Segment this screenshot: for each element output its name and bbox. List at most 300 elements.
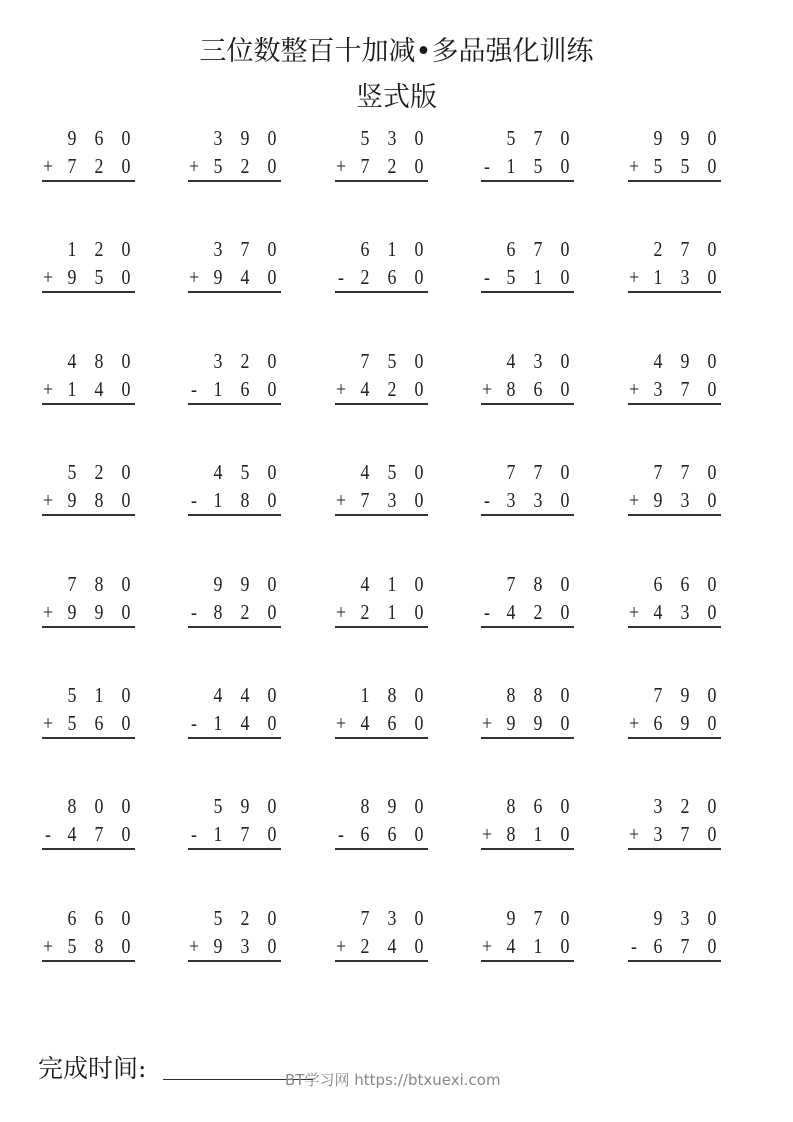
digit: 0 [707, 599, 717, 624]
digit: 7 [653, 460, 663, 485]
first-operand [335, 794, 428, 820]
second-operand [335, 711, 428, 737]
digit: 9 [653, 905, 663, 930]
digit: 6 [387, 711, 397, 735]
vertical-arithmetic-problem [335, 126, 428, 178]
digit: 0 [414, 794, 424, 819]
digit: 5 [94, 265, 104, 290]
digit: 7 [360, 488, 370, 513]
vertical-arithmetic-problem [481, 126, 574, 178]
digit: 0 [414, 571, 424, 596]
second-operand [188, 377, 281, 403]
answer-line [628, 737, 721, 739]
vertical-arithmetic-problem [335, 237, 428, 290]
digit: 8 [213, 599, 223, 624]
answer-line [188, 291, 281, 293]
second-operand [628, 822, 721, 848]
second-operand [188, 822, 281, 848]
digit: 0 [414, 126, 424, 150]
plus-sign: + [481, 933, 493, 958]
plus-sign: + [42, 488, 54, 513]
digit: 6 [240, 376, 250, 401]
second-operand [628, 488, 721, 514]
digit: 0 [707, 571, 717, 596]
first-operand [188, 126, 281, 152]
digit: 6 [360, 237, 370, 262]
digit: 3 [653, 822, 663, 847]
digit: 2 [240, 905, 250, 930]
plus-sign: + [335, 488, 347, 513]
digit: 7 [67, 571, 77, 596]
vertical-arithmetic-problem [628, 348, 721, 401]
digit: 7 [680, 933, 690, 958]
answer-line [628, 514, 721, 516]
vertical-arithmetic-problem [481, 794, 574, 847]
digit: 3 [387, 905, 397, 930]
plus-sign: + [628, 376, 640, 401]
digit: 0 [560, 265, 570, 290]
digit: 8 [506, 683, 516, 707]
digit: 7 [533, 460, 543, 485]
digit: 6 [360, 822, 370, 847]
digit: 6 [653, 933, 663, 958]
digit: 0 [121, 348, 131, 373]
digit: 2 [360, 265, 370, 290]
answer-line [481, 403, 574, 405]
digit: 0 [267, 933, 277, 958]
digit: 0 [267, 460, 277, 485]
digit: 9 [213, 571, 223, 596]
answer-line [42, 737, 135, 739]
digit: 0 [560, 460, 570, 485]
first-operand [42, 460, 135, 486]
second-operand [42, 822, 135, 848]
answer-line [42, 514, 135, 516]
second-operand [481, 934, 574, 960]
answer-line [335, 291, 428, 293]
digit: 3 [680, 599, 690, 624]
second-operand [335, 377, 428, 403]
digit: 2 [387, 154, 397, 178]
second-operand [188, 154, 281, 180]
digit: 0 [267, 488, 277, 513]
plus-sign: + [188, 933, 200, 958]
vertical-arithmetic-problem [188, 126, 281, 178]
plus-sign: + [481, 822, 493, 847]
minus-sign: - [484, 488, 490, 513]
digit: 4 [94, 376, 104, 401]
vertical-arithmetic-problem [628, 683, 721, 735]
digit: 2 [360, 599, 370, 624]
vertical-arithmetic-problem [42, 683, 135, 735]
second-operand [628, 154, 721, 180]
digit: 6 [387, 265, 397, 290]
digit: 7 [533, 126, 543, 150]
answer-line [188, 960, 281, 962]
vertical-arithmetic-problem [188, 571, 281, 624]
first-operand [188, 237, 281, 263]
answer-line [628, 403, 721, 405]
digit: 5 [533, 154, 543, 178]
digit: 5 [67, 683, 77, 707]
first-operand [481, 460, 574, 486]
digit: 2 [240, 348, 250, 373]
digit: 0 [414, 905, 424, 930]
digit: 5 [67, 933, 77, 958]
digit: 9 [506, 711, 516, 735]
digit: 5 [506, 265, 516, 290]
plus-sign: + [628, 154, 640, 178]
digit: 0 [707, 265, 717, 290]
first-operand [42, 794, 135, 820]
digit: 0 [560, 348, 570, 373]
digit: 0 [414, 683, 424, 707]
minus-sign: - [484, 265, 490, 290]
digit: 4 [240, 683, 250, 707]
vertical-arithmetic-problem [188, 348, 281, 401]
vertical-arithmetic-problem [481, 571, 574, 624]
first-operand [628, 237, 721, 263]
digit: 9 [213, 933, 223, 958]
digit: 0 [560, 905, 570, 930]
digit: 7 [360, 905, 370, 930]
digit: 4 [653, 348, 663, 373]
digit: 3 [213, 126, 223, 150]
digit: 4 [213, 683, 223, 707]
first-operand [188, 794, 281, 820]
answer-line [188, 626, 281, 628]
first-operand [188, 572, 281, 598]
digit: 0 [707, 126, 717, 150]
digit: 5 [653, 154, 663, 178]
digit: 7 [360, 154, 370, 178]
second-operand [335, 600, 428, 626]
digit: 9 [67, 488, 77, 513]
digit: 0 [707, 376, 717, 401]
digit: 4 [506, 933, 516, 958]
digit: 6 [387, 822, 397, 847]
first-operand [42, 237, 135, 263]
digit: 6 [94, 711, 104, 735]
minus-sign: - [338, 265, 344, 290]
digit: 9 [680, 126, 690, 150]
vertical-arithmetic-problem [335, 794, 428, 847]
plus-sign: + [628, 822, 640, 847]
digit: 5 [213, 905, 223, 930]
answer-line [335, 737, 428, 739]
digit: 0 [414, 265, 424, 290]
digit: 1 [387, 599, 397, 624]
digit: 0 [560, 376, 570, 401]
second-operand [188, 488, 281, 514]
second-operand [481, 822, 574, 848]
answer-line [335, 514, 428, 516]
vertical-arithmetic-problem [42, 905, 135, 958]
second-operand [335, 934, 428, 960]
digit: 6 [94, 905, 104, 930]
digit: 6 [533, 376, 543, 401]
first-operand [335, 349, 428, 375]
first-operand [42, 349, 135, 375]
digit: 3 [387, 126, 397, 150]
plus-sign: + [335, 376, 347, 401]
digit: 0 [414, 711, 424, 735]
digit: 0 [707, 348, 717, 373]
digit: 7 [94, 822, 104, 847]
vertical-arithmetic-problem [481, 905, 574, 958]
vertical-arithmetic-problem [188, 905, 281, 958]
digit: 0 [414, 599, 424, 624]
vertical-arithmetic-problem [335, 460, 428, 513]
second-operand [188, 265, 281, 291]
vertical-arithmetic-problem [628, 571, 721, 624]
vertical-arithmetic-problem [628, 794, 721, 847]
first-operand [42, 683, 135, 709]
first-operand [188, 906, 281, 932]
second-operand [42, 154, 135, 180]
vertical-arithmetic-problem [335, 683, 428, 735]
digit: 8 [506, 822, 516, 847]
digit: 2 [653, 237, 663, 262]
digit: 6 [94, 126, 104, 150]
digit: 9 [240, 126, 250, 150]
digit: 4 [653, 599, 663, 624]
answer-line [628, 626, 721, 628]
first-operand [188, 349, 281, 375]
digit: 0 [121, 822, 131, 847]
digit: 9 [94, 599, 104, 624]
answer-line [481, 626, 574, 628]
answer-line [481, 960, 574, 962]
plus-sign: + [628, 711, 640, 735]
vertical-arithmetic-problem [481, 683, 574, 735]
vertical-arithmetic-problem [188, 237, 281, 290]
digit: 0 [267, 376, 277, 401]
digit: 8 [94, 571, 104, 596]
plus-sign: + [42, 376, 54, 401]
digit: 3 [680, 905, 690, 930]
vertical-arithmetic-problem [628, 237, 721, 290]
digit: 0 [267, 599, 277, 624]
plus-sign: + [628, 265, 640, 290]
vertical-arithmetic-problem [188, 794, 281, 847]
first-operand [188, 460, 281, 486]
digit: 0 [121, 794, 131, 819]
digit: 0 [560, 933, 570, 958]
digit: 5 [506, 126, 516, 150]
digit: 9 [67, 126, 77, 150]
digit: 0 [560, 154, 570, 178]
digit: 0 [267, 348, 277, 373]
digit: 9 [680, 348, 690, 373]
vertical-arithmetic-problem [188, 683, 281, 735]
digit: 0 [707, 905, 717, 930]
digit: 3 [653, 794, 663, 819]
digit: 1 [506, 154, 516, 178]
digit: 3 [680, 265, 690, 290]
digit: 9 [240, 571, 250, 596]
digit: 2 [94, 237, 104, 262]
digit: 0 [94, 794, 104, 819]
answer-line [188, 403, 281, 405]
digit: 9 [240, 794, 250, 819]
digit: 3 [680, 488, 690, 513]
digit: 7 [360, 348, 370, 373]
digit: 0 [121, 460, 131, 485]
digit: 0 [707, 460, 717, 485]
digit: 0 [707, 488, 717, 513]
digit: 9 [387, 794, 397, 819]
watermark-text: BT学习网 https://btxuexi.com [285, 1071, 501, 1089]
second-operand [42, 377, 135, 403]
first-operand [628, 572, 721, 598]
digit: 1 [533, 822, 543, 847]
digit: 0 [414, 822, 424, 847]
digit: 8 [506, 376, 516, 401]
first-operand [481, 683, 574, 709]
answer-line [42, 626, 135, 628]
answer-line [481, 180, 574, 182]
digit: 0 [121, 571, 131, 596]
answer-line [335, 848, 428, 850]
minus-sign: - [45, 822, 51, 847]
second-operand [628, 377, 721, 403]
minus-sign: - [484, 154, 490, 178]
first-operand [335, 460, 428, 486]
digit: 0 [414, 933, 424, 958]
plus-sign: + [42, 265, 54, 290]
digit: 0 [121, 683, 131, 707]
second-operand [335, 822, 428, 848]
answer-line [481, 737, 574, 739]
digit: 1 [387, 571, 397, 596]
digit: 5 [680, 154, 690, 178]
plus-sign: + [42, 599, 54, 624]
digit: 5 [67, 460, 77, 485]
digit: 0 [267, 711, 277, 735]
first-operand [335, 126, 428, 152]
second-operand [42, 265, 135, 291]
digit: 2 [94, 154, 104, 178]
digit: 0 [414, 237, 424, 262]
digit: 1 [360, 683, 370, 707]
digit: 2 [360, 933, 370, 958]
digit: 4 [506, 348, 516, 373]
digit: 0 [267, 571, 277, 596]
first-operand [335, 572, 428, 598]
digit: 0 [121, 265, 131, 290]
second-operand [481, 154, 574, 180]
digit: 0 [560, 683, 570, 707]
digit: 0 [560, 711, 570, 735]
answer-line [481, 514, 574, 516]
digit: 0 [560, 237, 570, 262]
digit: 0 [121, 488, 131, 513]
digit: 0 [414, 460, 424, 485]
first-operand [481, 794, 574, 820]
digit: 0 [267, 126, 277, 150]
vertical-arithmetic-problem [481, 348, 574, 401]
digit: 0 [121, 126, 131, 150]
plus-sign: + [335, 154, 347, 178]
minus-sign: - [191, 711, 197, 735]
second-operand [628, 265, 721, 291]
digit: 3 [533, 348, 543, 373]
second-operand [628, 934, 721, 960]
digit: 6 [680, 571, 690, 596]
completion-time-label: 完成时间: [38, 1054, 147, 1083]
minus-sign: - [484, 599, 490, 624]
first-operand [481, 906, 574, 932]
plus-sign: + [42, 711, 54, 735]
digit: 1 [213, 822, 223, 847]
digit: 4 [360, 376, 370, 401]
digit: 0 [267, 822, 277, 847]
second-operand [188, 934, 281, 960]
second-operand [335, 265, 428, 291]
digit: 9 [533, 711, 543, 735]
answer-line [188, 848, 281, 850]
first-operand [335, 237, 428, 263]
answer-line [188, 514, 281, 516]
digit: 8 [67, 794, 77, 819]
digit: 1 [533, 265, 543, 290]
digit: 9 [653, 488, 663, 513]
digit: 1 [213, 488, 223, 513]
digit: 0 [560, 822, 570, 847]
digit: 0 [121, 905, 131, 930]
answer-line [628, 960, 721, 962]
second-operand [335, 154, 428, 180]
first-operand [481, 237, 574, 263]
minus-sign: - [191, 488, 197, 513]
digit: 1 [213, 711, 223, 735]
digit: 2 [533, 599, 543, 624]
first-operand [42, 572, 135, 598]
vertical-arithmetic-problem [42, 571, 135, 624]
digit: 0 [414, 154, 424, 178]
digit: 9 [680, 683, 690, 707]
vertical-arithmetic-problem [188, 460, 281, 513]
first-operand [628, 126, 721, 152]
digit: 6 [506, 237, 516, 262]
vertical-arithmetic-problem [628, 905, 721, 958]
worksheet-title: 三位数整百十加减•多品强化训练 [199, 36, 594, 67]
second-operand [188, 600, 281, 626]
digit: 0 [707, 711, 717, 735]
digit: 0 [707, 794, 717, 819]
digit: 7 [67, 154, 77, 178]
digit: 9 [67, 599, 77, 624]
digit: 4 [67, 348, 77, 373]
digit: 5 [387, 460, 397, 485]
digit: 1 [653, 265, 663, 290]
second-operand [481, 711, 574, 737]
second-operand [42, 934, 135, 960]
first-operand [42, 906, 135, 932]
digit: 8 [94, 348, 104, 373]
digit: 0 [707, 933, 717, 958]
digit: 7 [653, 683, 663, 707]
digit: 7 [680, 460, 690, 485]
digit: 4 [360, 571, 370, 596]
digit: 0 [267, 237, 277, 262]
digit: 4 [506, 599, 516, 624]
digit: 3 [653, 376, 663, 401]
plus-sign: + [42, 154, 54, 178]
second-operand [188, 711, 281, 737]
digit: 0 [121, 711, 131, 735]
